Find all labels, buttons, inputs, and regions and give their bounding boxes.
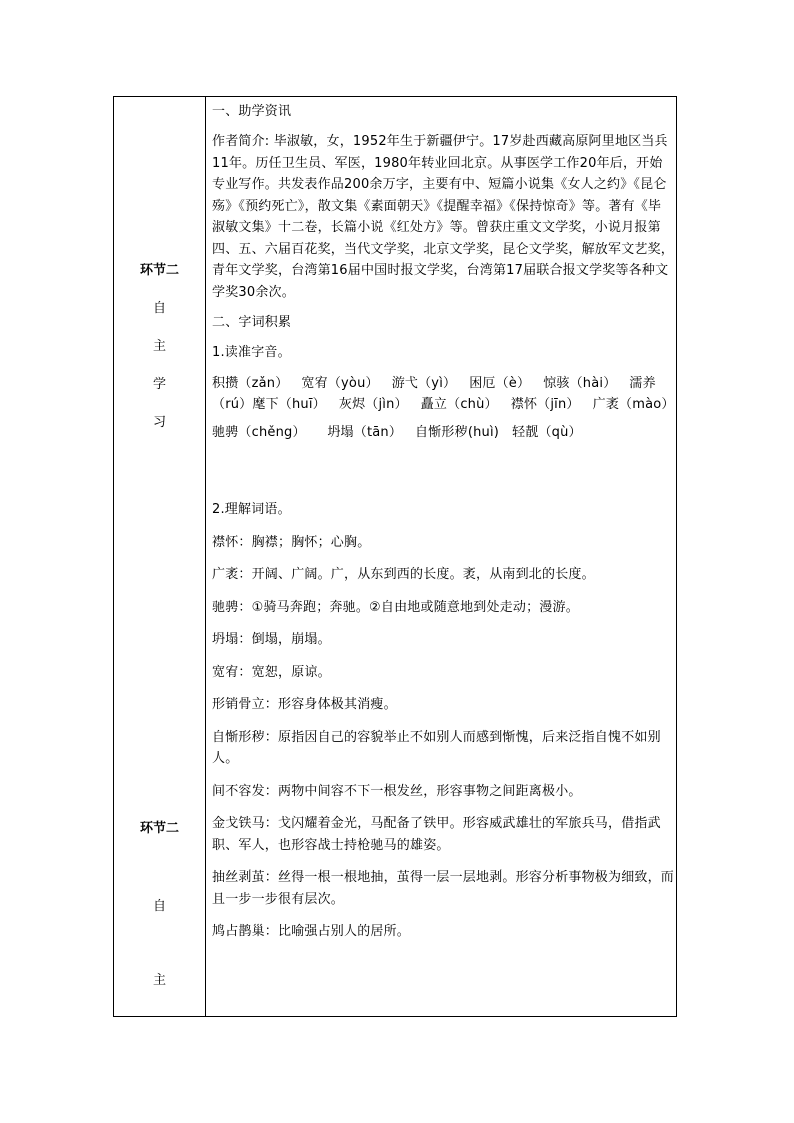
definition-item: 驰骋：①骑马奔跑；奔驰。②自由地或随意地到处走动；漫游。 [212,599,579,615]
definition-item: 襟怀：胸襟；胸怀；心胸。 [212,534,371,550]
definition-item: 坍塌：倒塌，崩塌。 [212,632,331,647]
side-char-zhu-2: 主 [152,973,166,988]
subheading-definitions: 2.理解词语。 [212,502,291,517]
section-heading-vocab: 二、字词积累 [212,315,292,330]
side-char-zi-2: 自 [152,899,166,914]
column-divider [205,97,206,1016]
side-char-xi: 习 [152,415,166,430]
section-heading-info: 一、助学资讯 [212,104,292,119]
definition-item: 间不容发：两物中间容不下一根发丝，形容事物之间距离极小。 [212,783,582,799]
side-title-top: 环节二 [139,263,179,278]
side-char-xue: 学 [152,377,166,392]
side-title-bottom: 环节二 [139,821,179,836]
subheading-pronunciation: 1.读准字音。 [212,345,291,360]
definition-item: 抽丝剥茧：丝得一根一根地抽，茧得一层一层地剥。形容分析事物极为细致，而且一步一步很有层次。 [212,870,675,907]
definition-item: 形销骨立：形容身体极其消瘦。 [212,697,397,712]
side-char-zhu: 主 [152,339,166,354]
definition-item: 宽宥：宽恕，原谅。 [212,664,331,680]
definition-item: 金戈铁马：戈闪耀着金光，马配备了铁甲。形容威武雄壮的军旅兵马，借指武职、军人，也形容战士持枪驰马的雄姿。 [212,816,661,853]
definition-item: 自惭形秽：原指因自己的容貌举止不如别人而感到惭愧，后来泛指自愧不如别人。 [212,729,661,766]
side-char-zi: 自 [152,301,166,316]
pronunciation-line-2: 驰骋（chěng） 坍塌（tān） 自惭形秽(huì) 轻靓（qù） [212,424,582,440]
lesson-table [113,96,677,1017]
author-bio: 作者简介: 毕淑敏，女，1952年生于新疆伊宁。17岁赴西藏高原阿里地区当兵11年。历任卫生员、军医，1980年转业回北京。从事医学工作20年后，开始专业写作。共发表作品200余万字，主要有中、短篇小说集《女人之约》《昆仑殇》《预约死亡》，散文集《素面朝天》《提醒幸福》《保持惊奇》等。著有《毕淑敏文集》十二卷，长篇小说《红处方》等。曾获庄重文文学奖，小说月报第四、五、六届百花奖，当代文学奖，北京文学奖，昆仑文学奖，解放军文艺奖，青年文学奖，台湾第16届中国时报文学奖，台湾第17届联合报文学奖等各种文学奖30余次。 [212,134,675,300]
definition-item: 鸠占鹊巢：比喻强占别人的居所。 [212,924,411,939]
content-column [212,101,674,943]
pronunciation-line-1: 积攒（zǎn） 宽宥（yòu） 游弋（yì） 困厄（è） 惊骇（hài） 濡养（rú）麾下（huī） 灰烬（jìn） 矗立（chù） 襟怀（jīn） 广袤（mào） [212,375,675,412]
definition-item: 广袤：开阔、广阔。广，从东到西的长度。袤，从南到北的长度。 [212,567,595,582]
